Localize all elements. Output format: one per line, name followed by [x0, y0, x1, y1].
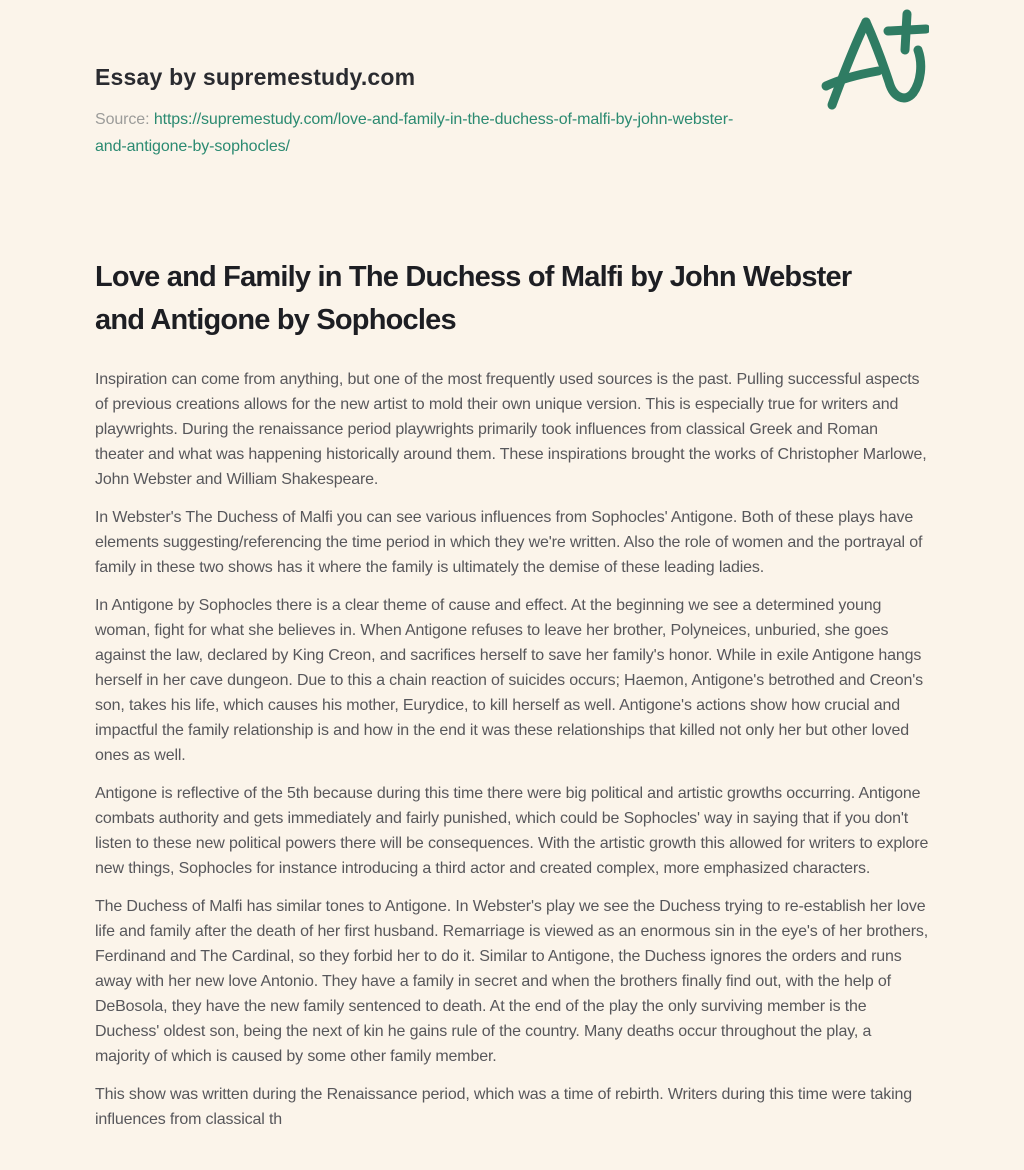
article-body	[95, 367, 929, 1132]
aplus-logo-icon	[819, 8, 929, 114]
paragraph: In Webster's The Duchess of Malfi you can see various influences from Sophocles' Antigone. Both of these plays have elements suggesting/referencing the time period in which they we're written. Also the role of women and the portrayal of family in these two shows has it where the family is ultimately the demise of these leading ladies.	[95, 509, 923, 576]
paragraph: Antigone is reflective of the 5th because during this time there were big political and artistic growths occurring. Antigone combats authority and gets immediately and fairly punished, which could be Sophocles' way in saying that if you don't listen to these new political powers there will be consequences. With the artistic growth this allowed for writers to explore new things, Sophocles for instance introducing a third actor and created complex, more emphasized characters.	[95, 785, 929, 877]
article-title-line1: Love and Family in The Duchess of Malfi by John Webster	[95, 261, 852, 293]
article-title-line2: and Antigone by Sophocles	[95, 304, 456, 336]
page-title: Essay by supremestudy.com	[95, 64, 416, 90]
source-url-link[interactable]: https://supremestudy.com/love-and-family-in-the-duchess-of-malfi-by-john-webster-and-antigone-by-sophocles/	[95, 111, 734, 155]
article-title	[95, 256, 929, 342]
paragraph: Inspiration can come from anything, but one of the most frequently used sources is the past. Pulling successful aspects of previous creations allows for the new artist to mold their own unique version. This is especially true for writers and playwrights. During the renaissance period playwrights primarily took influences from classical Greek and Roman theater and what was happening historically around them. These inspirations brought the works of Christopher Marlowe, John Webster and William Shakespeare.	[95, 371, 927, 488]
source-label: Source:	[95, 111, 150, 128]
essay-page	[95, 0, 929, 1132]
paragraph: In Antigone by Sophocles there is a clear theme of cause and effect. At the beginning we see a determined young woman, fight for what she believes in. When Antigone refuses to leave her brother, Polyneices, unburied, she goes against the law, declared by King Creon, and sacrifices herself to save her family's honor. While in exile Antigone hangs herself in her cave dungeon. Due to this a chain reaction of suicides occurs; Haemon, Antigone's betrothed and Creon's son, takes his life, which causes his mother, Eurydice, to kill herself as well. Antigone's actions show how crucial and impactful the family relationship is and how in the end it was these relationships that killed not only her but other loved ones as well.	[95, 597, 924, 764]
paragraph: The Duchess of Malfi has similar tones to Antigone. In Webster's play we see the Duchess trying to re-establish her love life and family after the death of her first husband. Remarriage is viewed as an enormous sin in the eye's of her brothers, Ferdinand and The Cardinal, so they forbid her to do it. Similar to Antigone, the Duchess ignores the orders and runs away with her new love Antonio. They have a family in secret and when the brothers finally find out, with the help of DeBosola, they have the new family sentenced to death. At the end of the play the only surviving member is the Duchess' oldest son, being the next of kin he gains rule of the country. Many deaths occur throughout the play, a majority of which is caused by some other family member.	[95, 898, 929, 1065]
source-line	[95, 106, 737, 160]
paragraph: This show was written during the Renaissance period, which was a time of rebirth. Writers during this time were taking influences from classical th	[95, 1086, 913, 1128]
